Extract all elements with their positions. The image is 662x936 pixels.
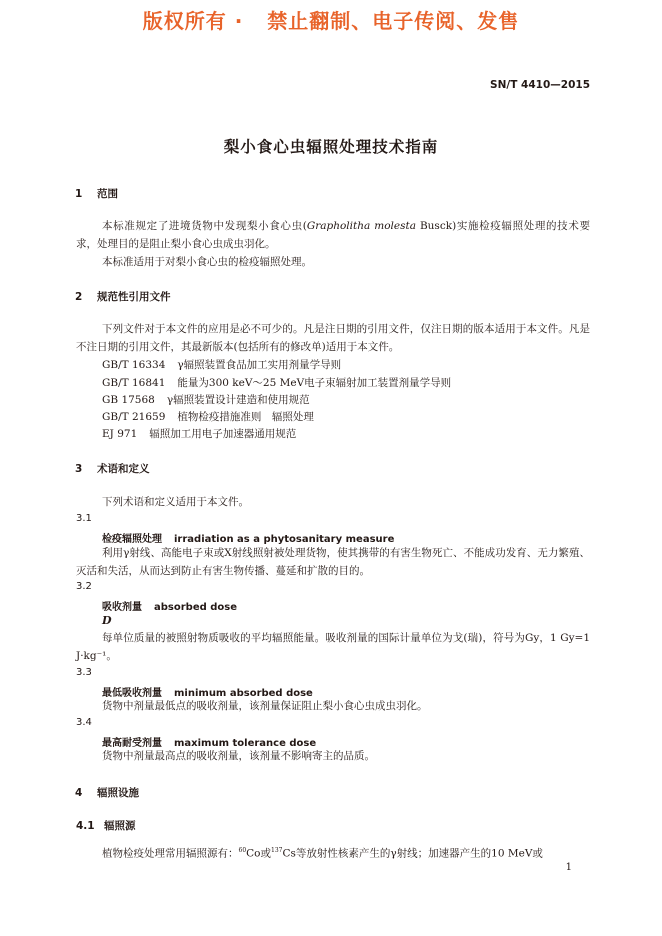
term-heading [102, 530, 394, 545]
text-run: 植物检疫处理常用辐照源有： [102, 847, 239, 860]
reference-title: γ辐照装置设计建造和使用规范 [166, 394, 310, 406]
term-cn: 最低吸收剂量 [102, 688, 162, 699]
reference-item [102, 409, 314, 424]
isotope-mass: 137 [271, 847, 283, 854]
section-title: 辐照设施 [97, 787, 139, 799]
section-1-paragraph-1 [76, 218, 590, 253]
term-number: 3.2 [76, 581, 92, 592]
term-en: minimum absorbed dose [174, 688, 313, 699]
page-number: 1 [565, 862, 572, 873]
subsection-number: 4.1 [76, 820, 95, 832]
term-number: 3.3 [76, 667, 92, 678]
subsection-4-1-heading [76, 818, 136, 833]
section-number: 3 [75, 463, 83, 475]
reference-code: GB 17568 [102, 394, 155, 406]
text-run: Co或 [246, 847, 271, 860]
text-run: 本标准规定了进境货物中发现梨小食心虫( [102, 220, 307, 232]
section-number: 1 [75, 188, 83, 200]
watermark: 版权所有 · 禁止翻制、电子传阅、发售 [142, 9, 520, 33]
reference-code: GB/T 21659 [102, 411, 166, 423]
section-4-heading [75, 785, 139, 800]
term-number: 3.4 [76, 717, 92, 728]
term-symbol: D [102, 614, 112, 627]
subsection-4-1-paragraph [76, 842, 590, 863]
term-definition: 货物中剂量最高点的吸收剂量，该剂量不影响寄主的品质。 [102, 750, 375, 762]
subsection-title: 辐照源 [104, 820, 136, 832]
reference-item [102, 357, 341, 372]
reference-title: 辐照加工用电子加速器通用规范 [149, 428, 297, 440]
term-heading [102, 598, 237, 613]
section-1-heading [75, 186, 118, 201]
section-title: 术语和定义 [97, 463, 150, 475]
reference-item [102, 375, 451, 390]
term-heading [102, 684, 313, 699]
term-definition: 货物中剂量最低点的吸收剂量，该剂量保证阻止梨小食心虫成虫羽化。 [102, 700, 428, 712]
term-cn: 吸收剂量 [102, 602, 142, 613]
reference-item [102, 426, 296, 441]
section-2-heading [75, 289, 171, 304]
document-title: 梨小食心虫辐照处理技术指南 [223, 138, 439, 156]
section-1-paragraph-2: 本标准适用于对梨小食心虫的检疫辐照处理。 [102, 256, 312, 268]
term-en: maximum tolerance dose [174, 738, 317, 749]
reference-code: GB/T 16334 [102, 359, 166, 371]
term-definition: 每单位质量的被照射物质吸收的平均辐照能量。吸收剂量的国际计量单位为戈(瑞)，符号为Gy，1 Gy=1 J·kg⁻¹。 [76, 632, 590, 662]
reference-code: EJ 971 [102, 428, 138, 440]
isotope-mass: 60 [238, 847, 247, 854]
section-number: 2 [75, 291, 83, 303]
section-3-intro: 下列术语和定义适用于本文件。 [102, 496, 249, 508]
term-cn: 检疫辐照处理 [102, 534, 162, 545]
section-number: 4 [75, 787, 83, 799]
term-number: 3.1 [76, 513, 92, 524]
reference-title: 植物检疫措施准则 辐照处理 [177, 411, 314, 423]
reference-title: γ辐照装置食品加工实用剂量学导则 [177, 359, 342, 371]
term-en: absorbed dose [154, 602, 238, 613]
section-title: 规范性引用文件 [97, 291, 171, 303]
reference-item [102, 392, 310, 407]
reference-code: GB/T 16841 [102, 377, 166, 389]
section-title: 范围 [97, 188, 118, 200]
term-en: irradiation as a phytosanitary measure [174, 534, 395, 545]
reference-title: 能量为300 keV～25 MeV电子束辐射加工装置剂量学导则 [177, 377, 452, 389]
term-definition: 利用γ射线、高能电子束或X射线照射被处理货物，使其携带的有害生物死亡、不能成功发育、无力繁殖、灭活和失活，从而达到防止有害生物传播、蔓延和扩散的目的。 [76, 547, 590, 577]
species-name: Grapholitha molesta [306, 220, 416, 232]
standard-number: SN/T 4410—2015 [490, 79, 590, 91]
section-2-intro: 下列文件对于本文件的应用是必不可少的。凡是注日期的引用文件，仅注日期的版本适用于本文件。凡是不注日期的引用文件，其最新版本(包括所有的修改单)适用于本文件。 [76, 323, 590, 353]
text-run: Cs等放射性核素产生的γ射线；加速器产生的10 MeV或 [282, 847, 543, 860]
text-run: Busck)实施检疫辐照处理的技术要求，处理目的是阻止梨小食心虫成虫羽化。 [76, 220, 590, 250]
term-cn: 最高耐受剂量 [102, 738, 162, 749]
term-heading [102, 734, 316, 749]
section-3-heading [75, 461, 150, 476]
